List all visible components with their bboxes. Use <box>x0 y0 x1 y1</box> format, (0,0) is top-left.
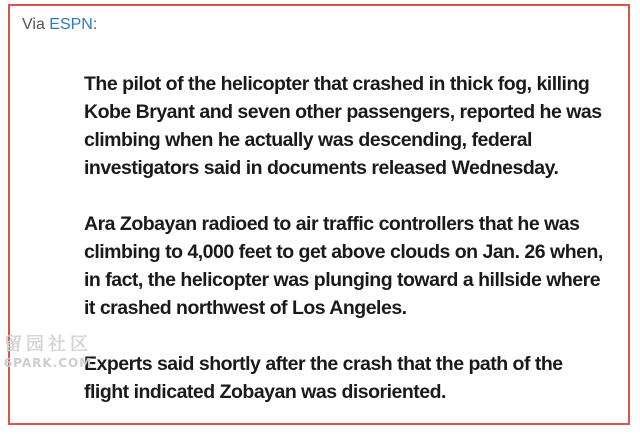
quote-paragraph-2: Ara Zobayan radioed to air traffic controllers that he was climbing to 4,000 feet to get above clouds on Jan. 26 when, in fact, the helicopter was plunging toward a hillside where it crashed northwest of Los Angeles. <box>84 213 603 319</box>
source-link-espn[interactable]: ESPN <box>49 16 93 33</box>
attribution-prefix: Via <box>22 16 50 33</box>
blockquote <box>84 70 604 434</box>
attribution-suffix: : <box>92 16 98 33</box>
attribution-line <box>22 16 97 34</box>
watermark-chinese-text: 留园社区 <box>4 334 92 355</box>
site-watermark <box>0 330 96 370</box>
quote-card <box>8 4 630 425</box>
quote-paragraph-1: The pilot of the helicopter that crashed in thick fog, killing Kobe Bryant and seven other passengers, reported he was climbing when he actually was descending, federal investigators said in documents released Wednesday. <box>84 73 602 179</box>
watermark-domain-text: 6PARK.COM <box>3 356 93 370</box>
quote-paragraph-3: Experts said shortly after the crash that the path of the flight indicated Zobayan was disoriented. <box>84 353 563 403</box>
